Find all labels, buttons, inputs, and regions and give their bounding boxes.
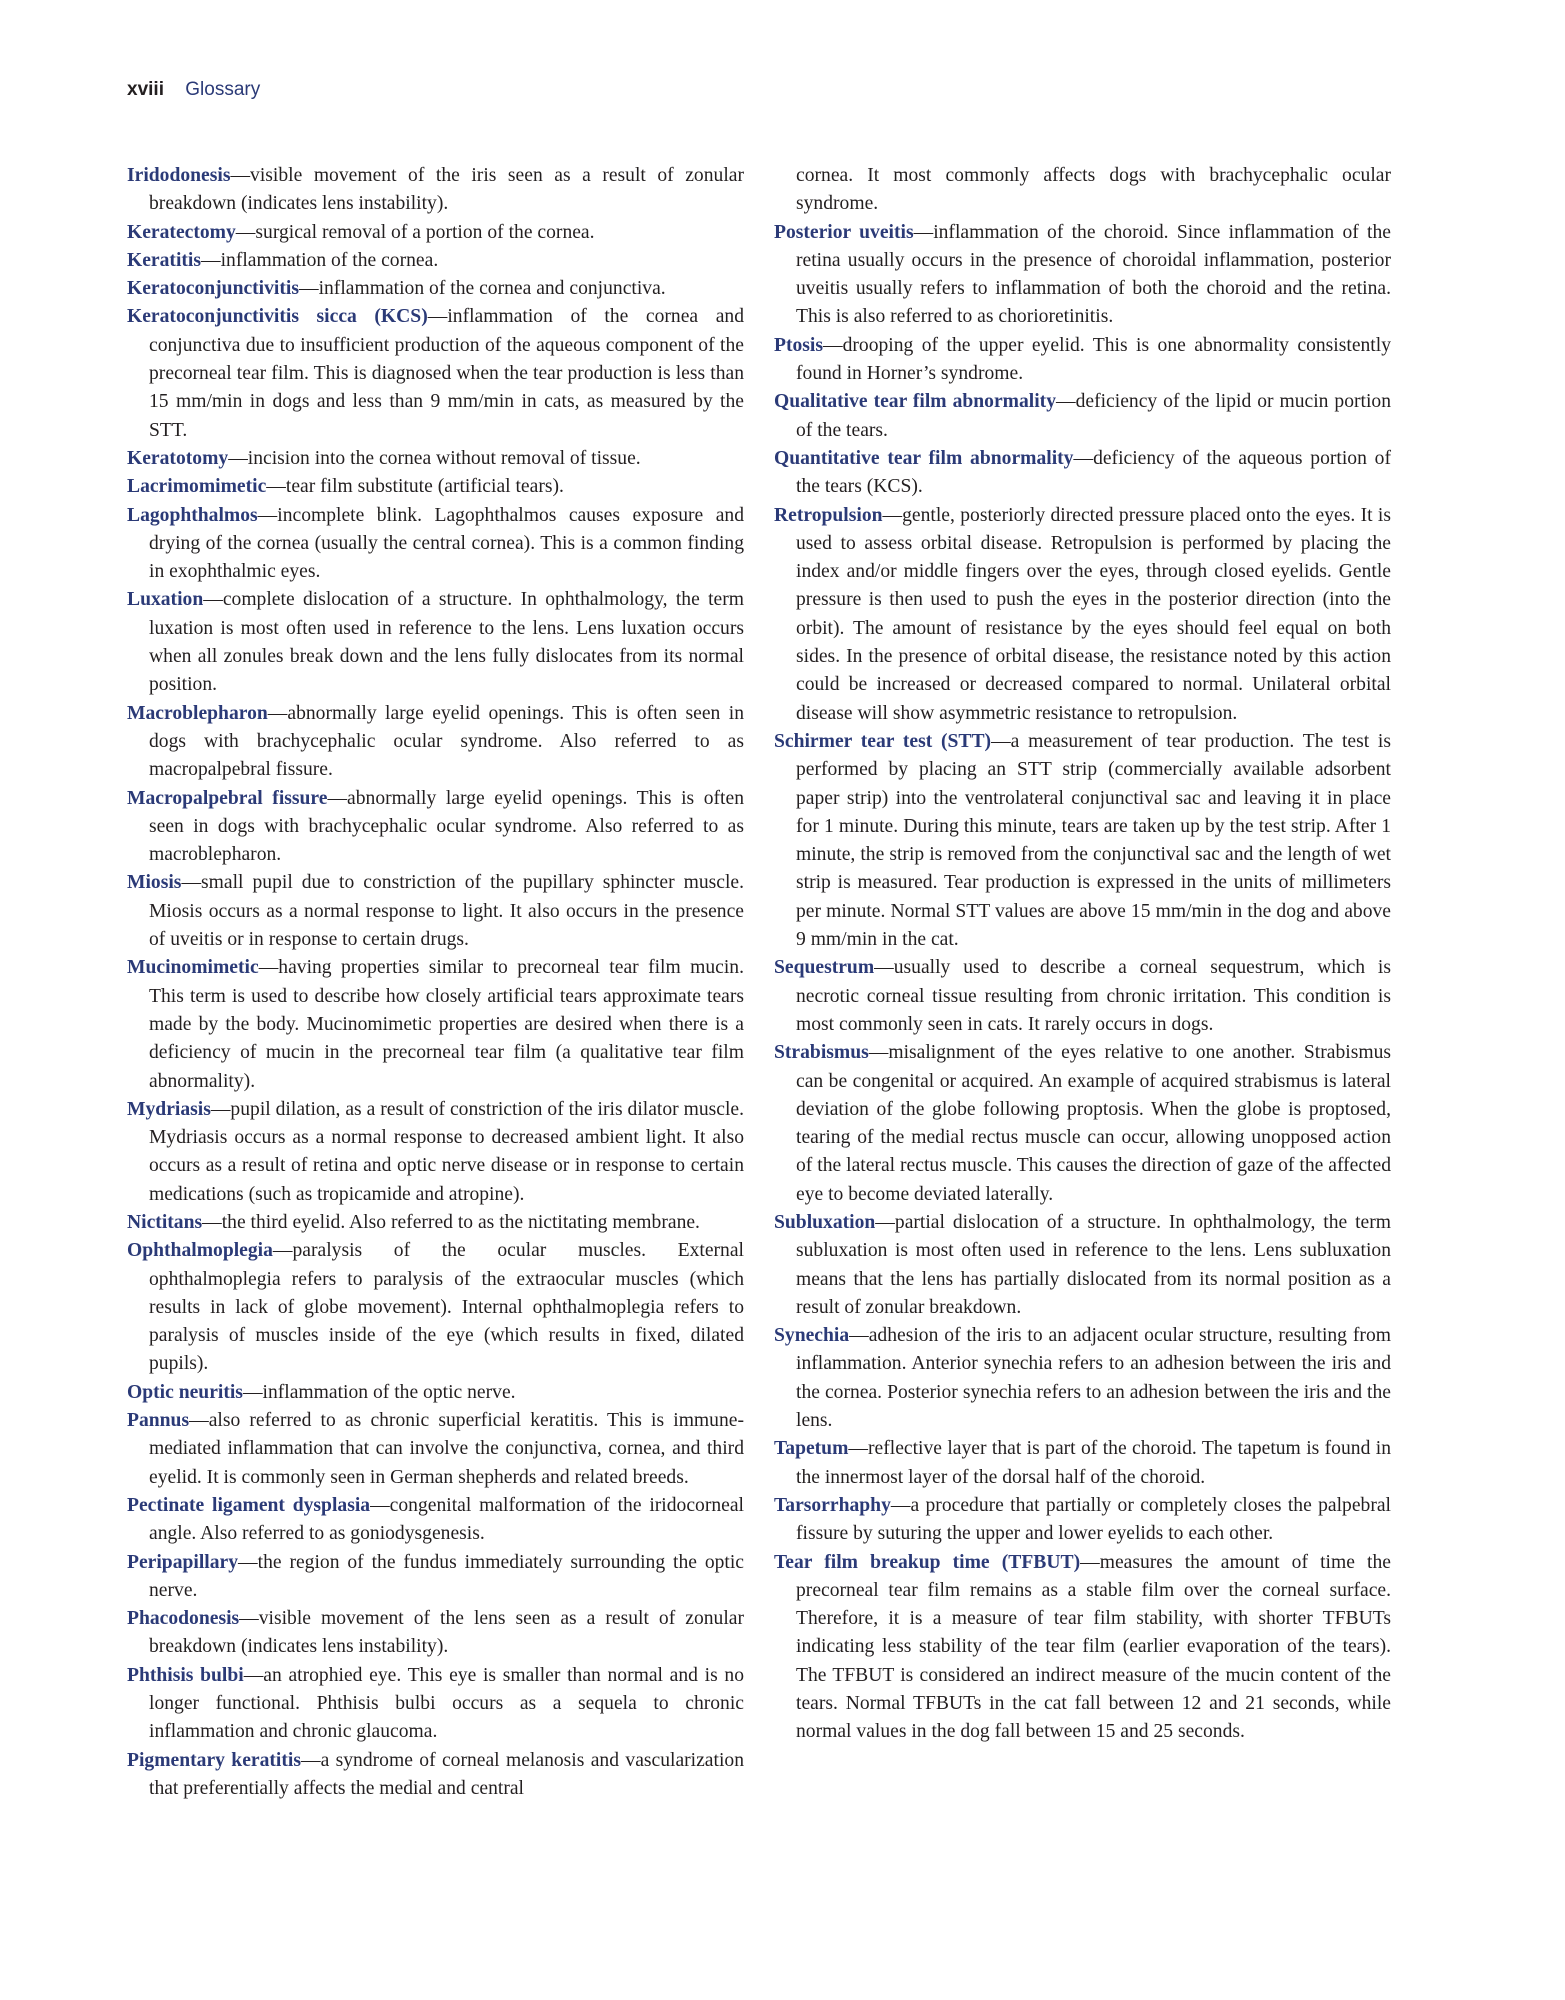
glossary-term: Nictitans <box>127 1211 203 1233</box>
glossary-term: Pigmentary keratitis <box>127 1749 301 1771</box>
glossary-term: Tear film breakup time (TFBUT) <box>774 1551 1081 1573</box>
glossary-term: Qualitative tear film abnormality <box>774 391 1056 413</box>
glossary-entry <box>127 954 744 1095</box>
glossary-definition: —misalignment of the eyes relative to one another. Strabismus can be congenital or acquired. An example of acquired strabismus is lateral deviation of the globe following proptosis. When the globe is proptosed, tearing of the medial rectus muscle can occur, allowing unopposed action of the lateral rectus muscle. This causes the direction of gaze of the affected eye to become deviated laterally. <box>796 1042 1391 1205</box>
glossary-entry <box>127 1096 744 1209</box>
glossary-definition: —measures the amount of time the precorneal tear film remains as a stable film over the corneal surface. Therefore, it is a measure of tear film stability, with shorter TFBUTs indicating less stability of the tear film (earlier evaporation of the tears). The TFBUT is considered an indirect measure of the mucin content of the tears. Normal TFBUTs in the cat fall between 12 and 21 seconds, while normal values in the dog fall between 15 and 25 seconds. <box>796 1551 1391 1743</box>
glossary-entry <box>774 1549 1391 1747</box>
glossary-term: Macroblepharon <box>127 702 268 724</box>
glossary-entry <box>127 1379 744 1407</box>
glossary-definition: —deficiency of the lipid or mucin portion of the tears. <box>796 391 1392 441</box>
glossary-definition: —having properties similar to precorneal tear film mucin. This term is used to describe how closely artificial tears approximate tears made by the body. Mucinomimetic properties are desired when there is a deficiency of mucin in the precorneal tear film (a qualitative tear film abnormality). <box>149 957 744 1092</box>
glossary-definition: —reflective layer that is part of the choroid. The tapetum is found in the innermost layer of the dorsal half of the choroid. <box>796 1438 1391 1488</box>
glossary-entry <box>127 586 744 699</box>
glossary-definition: —visible movement of the iris seen as a result of zonular breakdown (indicates lens instability). <box>149 165 744 215</box>
glossary-entry <box>127 473 744 501</box>
glossary-entry <box>774 954 1391 1039</box>
glossary-term: Luxation <box>127 589 204 611</box>
glossary-entry <box>127 1662 744 1747</box>
glossary-entry <box>127 219 744 247</box>
glossary-entry <box>127 1209 744 1237</box>
glossary-entry <box>127 785 744 870</box>
glossary-definition: —a procedure that partially or completely closes the palpebral fissure by suturing the upper and lower eyelids to each other. <box>796 1494 1391 1545</box>
glossary-entry <box>774 1209 1391 1322</box>
glossary-definition: —inflammation of the cornea. <box>201 249 439 271</box>
glossary-entry <box>774 1039 1391 1209</box>
glossary-definition: —an atrophied eye. This eye is smaller than normal and is no longer functional. Phthisis bulbi occurs as a sequela to chronic inflammation and chronic glaucoma. <box>149 1664 745 1743</box>
glossary-term: Sequestrum <box>774 957 875 979</box>
glossary-term: Keratitis <box>127 249 201 271</box>
glossary-entry <box>774 445 1391 502</box>
glossary-entry <box>127 1237 744 1378</box>
glossary-term: Quantitative tear film abnormality <box>774 447 1074 469</box>
glossary-entry <box>774 502 1391 728</box>
glossary-term: Peripapillary <box>127 1551 239 1573</box>
glossary-term: Subluxation <box>774 1211 876 1233</box>
running-header <box>127 78 260 102</box>
glossary-entry <box>127 445 744 473</box>
glossary-term: Phacodonesis <box>127 1608 240 1630</box>
glossary-term: Keratotomy <box>127 447 229 469</box>
glossary-term: Miosis <box>127 872 182 894</box>
glossary-left-column <box>127 162 744 1803</box>
glossary-definition: —the third eyelid. Also referred to as the nictitating membrane. <box>202 1211 700 1233</box>
glossary-term: Ophthalmoplegia <box>127 1240 273 1262</box>
glossary-entry <box>774 728 1391 954</box>
glossary-entry <box>127 502 744 587</box>
glossary-entry <box>774 388 1391 445</box>
glossary-term: Retropulsion <box>774 504 883 526</box>
glossary-definition: —tear film substitute (artificial tears). <box>266 476 564 498</box>
glossary-term: Tarsorrhaphy <box>774 1494 891 1516</box>
glossary-definition: —drooping of the upper eyelid. This is one abnormality consistently found in Horner’s syndrome. <box>796 334 1391 385</box>
glossary-definition: —incision into the cornea without removal of tissue. <box>228 447 641 469</box>
glossary-entry <box>774 1322 1391 1435</box>
glossary-right-column <box>774 162 1391 1747</box>
glossary-definition: —gentle, posteriorly directed pressure placed onto the eyes. It is used to assess orbital disease. Retropulsion is performed by placing the index and/or middle fingers over the eyes, through closed eyelids. Gentle pressure is then used to push the eyes in the posterior direction (into the orbit). The amount of resistance by the eyes should feel equal on both sides. In the presence of orbital disease, the resistance noted by this action could be increased or decreased compared to normal. Unilateral orbital disease will show asymmetric resistance to retropulsion. <box>796 504 1391 724</box>
glossary-term: Optic neuritis <box>127 1381 243 1403</box>
glossary-term: Macropalpebral fissure <box>127 787 328 809</box>
glossary-entry <box>774 332 1391 389</box>
glossary-entry <box>774 1492 1391 1549</box>
glossary-term: Pannus <box>127 1410 190 1432</box>
glossary-term: Keratoconjunctivitis sicca (KCS) <box>127 306 428 328</box>
glossary-entry <box>127 869 744 954</box>
glossary-definition: —adhesion of the iris to an adjacent ocular structure, resulting from inflammation. Anterior synechia refers to an adhesion between the iris and the cornea. Posterior synechia refers to an adhesion between the iris and the lens. <box>796 1325 1391 1432</box>
glossary-definition: —deficiency of the aqueous portion of the tears (KCS). <box>796 447 1391 498</box>
glossary-entry <box>127 303 744 444</box>
glossary-definition: —a measurement of tear production. The test is performed by placing an STT strip (commercially available adsorbent paper strip) into the ventrolateral conjunctival sac and leaving it in place for 1 minute. During this minute, tears are taken up by the test strip. After 1 minute, the strip is removed from the conjunctival sac and the length of wet strip is measured. Tear production is expressed in the units of millimeters per minute. Normal STT values are above 15 mm/min in the dog and above 9 mm/min in the cat. <box>796 730 1391 951</box>
glossary-entry <box>127 162 744 219</box>
glossary-definition: —congenital malformation of the iridocorneal angle. Also referred to as goniodysgenesis. <box>149 1494 744 1545</box>
glossary-term: Phthisis bulbi <box>127 1664 244 1686</box>
glossary-entry <box>127 700 744 785</box>
glossary-definition: —inflammation of the choroid. Since inflammation of the retina usually occurs in the presence of choroidal inflammation, posterior uveitis usually refers to inflammation of both the choroid and the retina. This is also referred to as chorioretinitis. <box>796 221 1391 328</box>
glossary-definition: —inflammation of the cornea and conjunctiva due to insufficient production of the aqueous component of the precorneal tear film. This is diagnosed when the tear production is less than 15 mm/min in dogs and less than 9 mm/min in cats, as measured by the STT. <box>149 306 744 441</box>
glossary-definition: —visible movement of the lens seen as a result of zonular breakdown (indicates lens instability). <box>149 1608 744 1658</box>
glossary-term: Synechia <box>774 1325 850 1347</box>
glossary-definition: —usually used to describe a corneal sequestrum, which is necrotic corneal tissue resulting from chronic irritation. This condition is most commonly seen in cats. It rarely occurs in dogs. <box>796 957 1391 1035</box>
glossary-entry <box>774 1435 1391 1492</box>
running-title: Glossary <box>185 79 261 100</box>
glossary-term: Tapetum <box>774 1438 849 1460</box>
glossary-term: Lagophthalmos <box>127 504 258 526</box>
glossary-term: Keratectomy <box>127 221 236 243</box>
glossary-definition: —abnormally large eyelid openings. This is often seen in dogs with brachycephalic ocular syndrome. Also referred to as macroblepharon. <box>149 787 744 866</box>
glossary-definition: —inflammation of the optic nerve. <box>242 1381 516 1403</box>
glossary-definition: —small pupil due to constriction of the pupillary sphincter muscle. Miosis occurs as a normal response to light. It also occurs in the presence of uveitis or in response to certain drugs. <box>149 872 744 951</box>
glossary-term: Lacrimomimetic <box>127 476 267 498</box>
glossary-definition: —paralysis of the ocular muscles. External ophthalmoplegia refers to paralysis of the extraocular muscles (which results in lack of globe movement). Internal ophthalmoplegia refers to paralysis of muscles inside of the eye (which results in fixed, dilated pupils). <box>149 1240 744 1375</box>
glossary-definition: —pupil dilation, as a result of constriction of the iris dilator muscle. Mydriasis occurs as a normal response to decreased ambient light. It also occurs as a result of retina and optic nerve disease or in response to certain medications (such as tropicamide and atropine). <box>149 1098 744 1205</box>
glossary-entry <box>127 1747 744 1804</box>
glossary-definition: —complete dislocation of a structure. In ophthalmology, the term luxation is most often used in reference to the lens. Lens luxation occurs when all zonules break down and the lens fully dislocates from its normal position. <box>149 589 744 696</box>
page-number: xviii <box>127 79 164 100</box>
glossary-entry <box>127 1605 744 1662</box>
glossary-term: Strabismus <box>774 1042 869 1064</box>
glossary-entry <box>127 1492 744 1549</box>
glossary-entry <box>127 247 744 275</box>
glossary-definition: —a syndrome of corneal melanosis and vascularization that preferentially affects the medial and central <box>149 1749 744 1799</box>
glossary-entry-continuation: cornea. It most commonly affects dogs with brachycephalic ocular syndrome. <box>796 165 1391 215</box>
glossary-term: Posterior uveitis <box>774 221 914 243</box>
glossary-definition: —abnormally large eyelid openings. This is often seen in dogs with brachycephalic ocular syndrome. Also referred to as macropalpebral fissure. <box>149 702 744 781</box>
glossary-entry <box>774 219 1391 332</box>
glossary-term: Pectinate ligament dysplasia <box>127 1494 371 1516</box>
glossary-term: Ptosis <box>774 334 823 356</box>
glossary-definition: —incomplete blink. Lagophthalmos causes exposure and drying of the cornea (usually the central cornea). This is a common finding in exophthalmic eyes. <box>149 504 744 583</box>
glossary-entry <box>127 1549 744 1606</box>
glossary-entry <box>127 1407 744 1492</box>
glossary-definition: —inflammation of the cornea and conjunctiva. <box>298 278 666 300</box>
glossary-definition: —the region of the fundus immediately surrounding the optic nerve. <box>149 1551 744 1601</box>
glossary-definition: —partial dislocation of a structure. In ophthalmology, the term subluxation is most often used in reference to the lens. Lens subluxation means that the lens has partially dislocated from its normal position as a result of zonular breakdown. <box>796 1211 1391 1318</box>
glossary-term: Keratoconjunctivitis <box>127 278 299 300</box>
glossary-term: Mucinomimetic <box>127 957 259 979</box>
glossary-entry <box>127 275 744 303</box>
glossary-term: Schirmer tear test (STT) <box>774 730 992 752</box>
glossary-term: Mydriasis <box>127 1098 211 1120</box>
glossary-definition: —surgical removal of a portion of the cornea. <box>235 221 595 243</box>
glossary-term: Iridodonesis <box>127 165 231 186</box>
glossary-definition: —also referred to as chronic superficial keratitis. This is immune-mediated inflammation that can involve the conjunctiva, cornea, and third eyelid. It is commonly seen in German shepherds and related breeds. <box>149 1410 744 1488</box>
